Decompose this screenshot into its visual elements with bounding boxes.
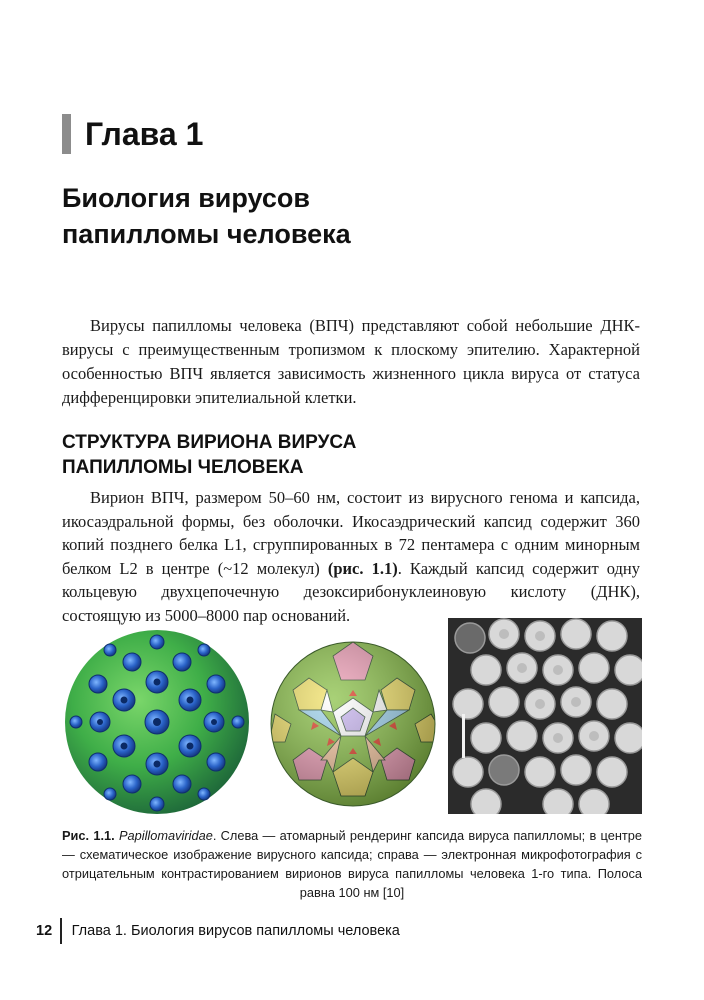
chapter-title-line2: папилломы человека	[62, 219, 351, 249]
body-text-part2: . Каждый капсид содержит одну кольцевую двухцепочечную дезоксирибонуклеиновую кислоту (ДНК), состоящую из 5000–8000 пар оснований.	[62, 558, 641, 625]
body-text-part1: Вирион ВПЧ, размером 50–60 нм, состоит из вирусного генома и капсида, икосаэдральной формы, без оболочки. Икосаэдрический капсид содержит 360 копий позднего белка L1, сгруппированных в 72 пентамера с одним минорным белком L2 в центре (~12 молекул)	[62, 488, 640, 578]
capsid-atomic-render-image	[62, 622, 252, 822]
body-paragraph	[62, 486, 640, 627]
figure-caption	[62, 826, 642, 902]
figure-images	[62, 618, 642, 823]
figure-caption-text: . Слева — атомарный рендеринг капсида вируса папилломы; в центре — схематическое изображение вирусного капсида; справа — электронная микрофотография с отрицательным контрастированием вирионов вируса папилломы человека 1-го типа. Полоса равна 100 нм [10]	[62, 828, 642, 900]
section-title-line1: СТРУКТУРА ВИРИОНА ВИРУСА	[62, 432, 357, 453]
capsid-schematic-image	[269, 638, 437, 810]
chapter-title	[62, 180, 662, 252]
intro-paragraph: Вирусы папилломы человека (ВПЧ) представляют собой небольшие ДНК-вирусы с преимущественным тропизмом к плоскому эпителию. Характерной особенностью ВПЧ является зависимость жизненного цикла вируса от статуса дифференцировки эпителиальной клетки.	[62, 316, 640, 407]
scale-bar	[462, 714, 465, 758]
running-title: Глава 1. Биология вирусов папилломы человека	[71, 923, 400, 939]
chapter-marker-bar	[62, 114, 71, 154]
figure-label: Рис. 1.1.	[62, 828, 115, 843]
section-title-line2: ПАПИЛЛОМЫ ЧЕЛОВЕКА	[62, 457, 304, 478]
chapter-title-line1: Биология вирусов	[62, 183, 310, 213]
figure-taxon: Papillomaviridae	[118, 828, 213, 843]
footer-divider	[60, 918, 62, 944]
chapter-heading	[62, 112, 203, 156]
electron-micrograph-image	[448, 618, 642, 814]
figure-reference[interactable]: (рис. 1.1)	[327, 558, 398, 578]
chapter-label: Глава 1	[85, 115, 204, 152]
section-title	[62, 430, 640, 480]
page-number: 12	[36, 923, 53, 939]
page-footer	[36, 918, 400, 944]
